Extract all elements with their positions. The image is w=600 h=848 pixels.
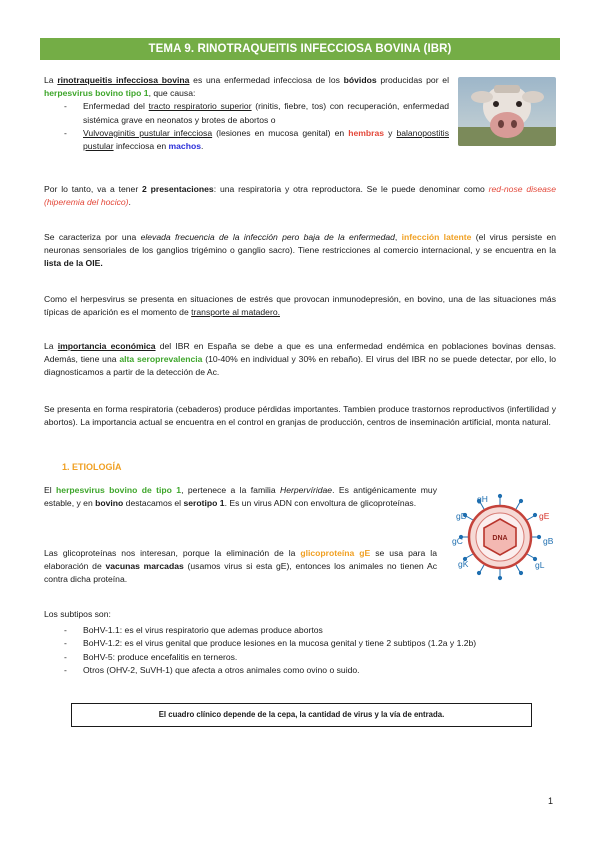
paragraph-stress [44,293,556,319]
text-run: La [44,75,58,85]
text-run: del IBR en España se debe a que es una enfermedad endémica en poblaciones bovinas densas. Además, tiene una [44,341,556,365]
term-serotipo: serotipo 1 [183,498,225,509]
term-red-nose: red-nose disease (hiperemia del hocico) [44,184,556,208]
term-balanopostitis: balanopostitis pustular [83,127,449,152]
bullet-dash: - [64,651,67,662]
term-infeccion-latente: infección latente [401,232,472,242]
glycoprotein-gK-label: gK [458,559,469,569]
list-item [44,127,449,153]
subtype-text: BoHV-1.2: es el virus genital que produce lesiones en la mucosa genital y tiene 2 subtipos (1.2a y 1.2b) [83,638,477,649]
text-run: (usamos virus si esta gE), entonces los animales no tienen Ac contra dicha proteína. [44,561,437,585]
list-item [44,100,449,126]
subtype-text: Otros (OHV-2, SuVH-1) que afecta a otros animales como ovino o suido. [83,664,360,675]
subtypes-intro: Los subtipos son: [44,609,111,619]
text-run: Enfermedad del [83,101,149,112]
cow-photo [458,77,556,146]
glycoprotein-gH-label: gH [477,494,488,504]
term-family: Herpervíridae [280,485,333,495]
term-bovidos: bóvidos [343,75,377,85]
term-tracto: tracto respiratorio superior [148,101,252,112]
text-run: y [384,127,397,138]
paragraph-respiratory [44,403,556,429]
text-run: : una respiratoria y otra reproductora. Se le puede denominar como [213,184,489,194]
term-gE: glicoproteína gE [300,548,371,558]
text-run: Las glicoproteínas nos interesan, porque la eliminación de la [44,548,301,558]
term-hembras: hembras [348,127,385,138]
herpesvirus-diagram [441,489,559,587]
intro-paragraph [44,74,449,153]
glycoprotein-gC-label: gC [452,536,463,546]
text-run: destacamos el [123,498,184,509]
term-importancia: importancia económica [57,341,156,351]
text-run: Como el herpesvirus se presenta en situaciones de estrés que provocan inmunodepresión, en bovino, una de las situaciones más típicas de aparición es el momento de [44,294,556,318]
term-machos: machos [168,141,201,152]
bullet-dash: - [64,625,67,636]
paragraph-economic [44,340,556,380]
presentations-list [44,100,449,153]
term-vacunas-marcadas: vacunas marcadas [105,561,184,572]
text-run: El [44,485,57,495]
text-run: producidas por el [376,75,449,85]
text-run: . Es un virus ADN con envoltura de glicoproteínas. [224,498,417,509]
text-run: (lesiones en mucosa genital) en [212,127,349,138]
text-run: Se caracteriza por una [44,232,141,242]
text-run: , pertenece a la familia [181,485,281,495]
list-item [44,637,556,650]
term-2-presentaciones: 2 presentaciones [142,184,214,194]
page-number: 1 [548,796,554,806]
text-run: . Es antigénicamente muy estable, y en [44,485,437,509]
list-item [44,664,556,677]
text-run: . [128,197,131,208]
paragraph-etiology [44,484,437,510]
list-item [44,651,556,664]
paragraph-presentations [44,183,556,209]
term-seroprevalencia: alta seroprevalencia [119,354,203,365]
bullet-dash: - [64,664,67,675]
subtypes-section [44,608,556,677]
text-run: (rinitis, fiebre, tos) con recuperación, enfermedad sistémica grave en neonatos y brotes de abortos o [83,101,449,125]
term-bovino: bovino [95,498,124,509]
page-title: TEMA 9. RINOTRAQUEITIS INFECCIOSA BOVINA (IBR) [40,38,560,60]
bullet-dash: - [64,127,67,138]
subtype-text: BoHV-5: produce encefalitis en terneros. [83,651,238,662]
term-frecuencia: elevada frecuencia de la infección pero baja de la enfermedad [140,232,395,242]
text-run: Se presenta en forma respiratoria (cebaderos) produce pérdidas importantes. Tambien produce trastornos reproductivos (infertilidad y abortos). La importancia actual se encuentra en el control en granjas de producción, centros de inseminación artificial, monta natural. [44,404,556,428]
text-run: infecciosa en [113,141,169,152]
term-vulvovaginitis: Vulvovaginitis pustular infecciosa [83,127,213,138]
section-heading-etiologia: 1. ETIOLOGÍA [62,462,122,472]
text-run: , [394,232,402,242]
paragraph-glycoproteins [44,547,437,587]
clinical-note-box: El cuadro clínico depende de la cepa, la cantidad de virus y la vía de entrada. [71,703,532,727]
subtype-text: BoHV-1.1: es el virus respiratorio que ademas produce abortos [83,625,323,636]
term-herpesvirus: herpesvirus bovino tipo 1 [44,88,149,99]
paragraph-latent [44,231,556,271]
term-herpesvirus-tipo-1: herpesvirus bovino de tipo 1 [56,485,182,495]
text-run: , que causa: [148,88,196,99]
glycoprotein-gD-label: gD [456,511,467,521]
bullet-dash: - [64,638,67,649]
glycoprotein-gL-label: gL [535,560,545,570]
virus-core-label: DNA [492,535,508,542]
text-run: Por lo tanto, va a tener [44,184,143,194]
term-ibr: rinotraqueitis infecciosa bovina [57,75,190,85]
bullet-dash: - [64,101,67,112]
term-oie: lista de la OIE. [44,258,103,269]
text-run: La [44,341,58,351]
glycoprotein-gE-label: gE [539,511,550,521]
subtypes-list [44,624,556,677]
term-transporte: transporte al matadero. [191,307,280,318]
text-run: . [201,141,204,152]
text-run: se usa para la elaboración de [44,548,437,572]
list-item [44,624,556,637]
text-run: (el virus persiste en neuronas sensoriales de los ganglios trigémino o ganglio sacro). Tiene restricciones al comercio internacional, y se encuentra en la [44,232,557,256]
glycoprotein-gB-label: gB [543,536,554,546]
text-run: (10-40% en individual y 30% en rebaño). El virus del IBR no se puede detectar, por ello, lo diagnosticamos a partir de la detección de Ac. [44,354,556,378]
text-run: es una enfermedad infecciosa de los [189,75,344,85]
